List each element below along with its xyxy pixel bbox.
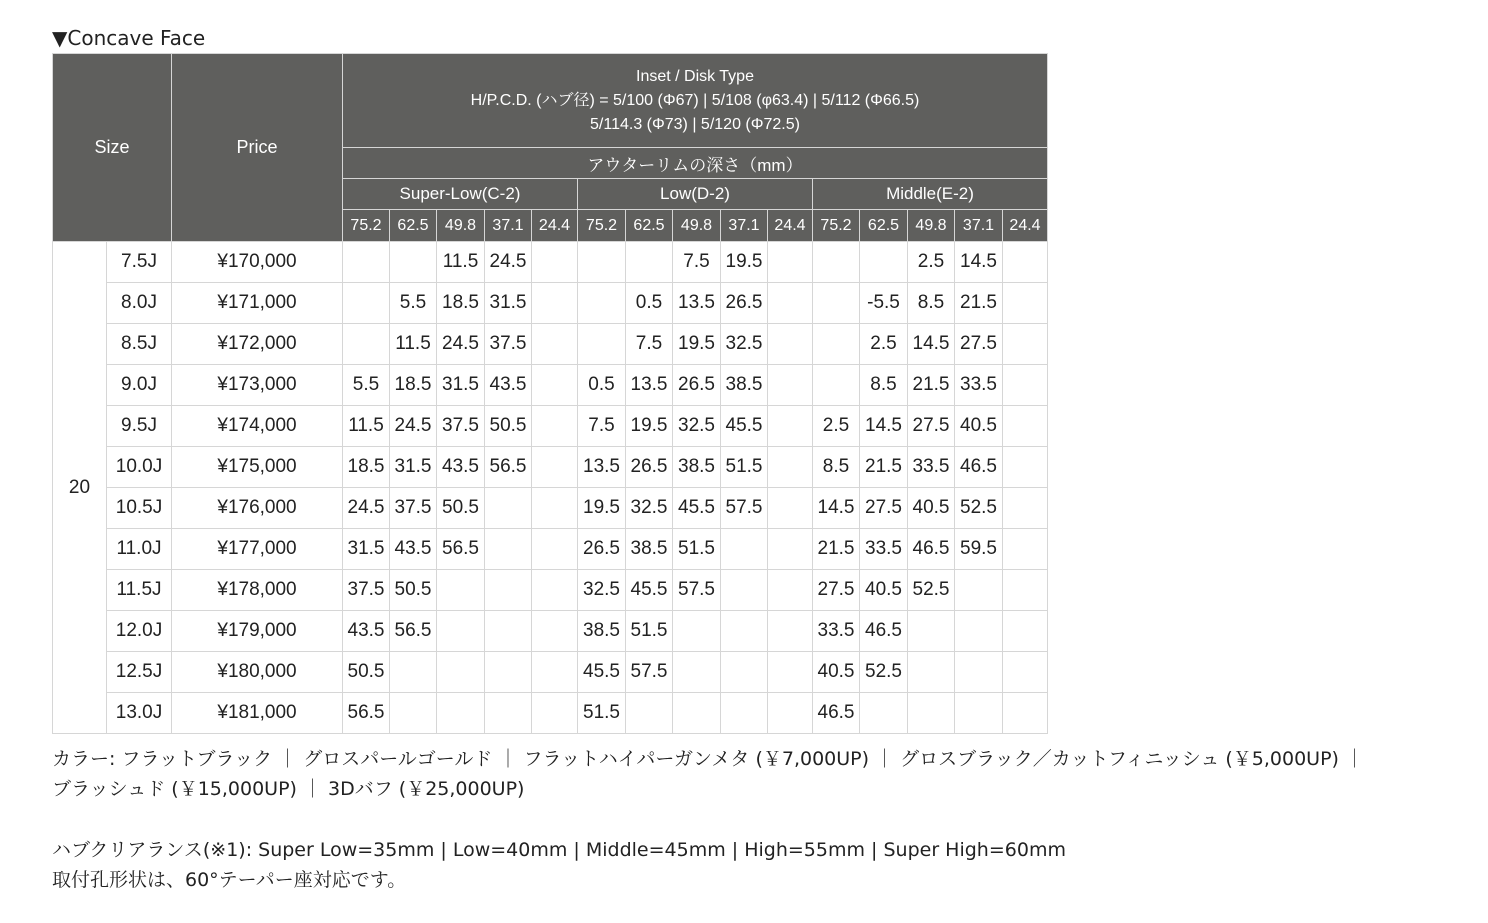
inset-value-cell: 56.5 — [485, 447, 532, 488]
inset-value-cell: 37.5 — [437, 406, 485, 447]
table-row — [53, 406, 1048, 447]
inset-value-cell: 24.5 — [485, 242, 532, 283]
inset-value-cell: 46.5 — [908, 529, 955, 570]
inset-header-line2: H/P.C.D. (ハブ径) = 5/100 (Φ67) | 5/108 (φ63.4) | 5/112 (Φ66.5) — [470, 91, 920, 109]
inset-value-cell: 31.5 — [343, 529, 390, 570]
inset-value-cell: 11.5 — [390, 324, 437, 365]
inset-value-cell: 50.5 — [485, 406, 532, 447]
inset-value-cell: 46.5 — [860, 611, 908, 652]
inset-value-cell — [813, 283, 860, 324]
inset-value-cell — [673, 693, 721, 734]
inset-value-cell — [721, 693, 768, 734]
inset-value-cell — [813, 324, 860, 365]
price-cell: ¥173,000 — [172, 365, 343, 406]
width-cell: 11.5J — [107, 570, 172, 611]
inset-value-cell — [768, 693, 813, 734]
price-cell: ¥172,000 — [172, 324, 343, 365]
notes — [52, 744, 1472, 895]
inset-value-cell — [955, 611, 1003, 652]
price-cell: ¥174,000 — [172, 406, 343, 447]
table-row — [53, 324, 1048, 365]
inset-value-cell: 5.5 — [343, 365, 390, 406]
inset-value-cell: 19.5 — [578, 488, 626, 529]
inset-value-cell — [1003, 488, 1048, 529]
inset-value-cell: 2.5 — [813, 406, 860, 447]
inset-value-cell: 21.5 — [860, 447, 908, 488]
inset-value-cell: 50.5 — [390, 570, 437, 611]
inset-value-cell: 43.5 — [437, 447, 485, 488]
color-options-line1: カラー: フラットブラック ｜ グロスパールゴールド ｜ フラットハイパーガンメタ (￥7,000UP) ｜ グロスブラック／カットフィニッシュ (￥5,000UP) ｜ — [52, 748, 1364, 770]
spec-table — [52, 53, 1048, 734]
inset-value-cell — [390, 242, 437, 283]
inset-value-cell: 8.5 — [813, 447, 860, 488]
inset-value-cell: 32.5 — [578, 570, 626, 611]
inset-value-cell — [860, 242, 908, 283]
inset-value-cell: 52.5 — [955, 488, 1003, 529]
inset-value-cell: 26.5 — [578, 529, 626, 570]
inset-value-cell: 57.5 — [673, 570, 721, 611]
inset-value-cell — [437, 570, 485, 611]
inset-value-cell: 0.5 — [578, 365, 626, 406]
inset-value-cell — [768, 488, 813, 529]
inset-value-cell: 21.5 — [813, 529, 860, 570]
table-row — [53, 652, 1048, 693]
inset-value-cell: 43.5 — [485, 365, 532, 406]
rim-depth-value: 75.2 — [813, 210, 860, 242]
inset-value-cell — [485, 693, 532, 734]
price-cell: ¥170,000 — [172, 242, 343, 283]
inset-value-cell — [485, 652, 532, 693]
inset-value-cell — [813, 365, 860, 406]
inset-value-cell: 7.5 — [578, 406, 626, 447]
seat-shape-note: 取付孔形状は、60°テーパー座対応です。 — [52, 869, 407, 891]
width-cell: 11.0J — [107, 529, 172, 570]
inset-value-cell: 27.5 — [908, 406, 955, 447]
inset-value-cell: 40.5 — [860, 570, 908, 611]
inset-value-cell: 45.5 — [721, 406, 768, 447]
width-cell: 10.0J — [107, 447, 172, 488]
inset-value-cell — [768, 406, 813, 447]
inset-value-cell: 13.5 — [673, 283, 721, 324]
price-cell: ¥177,000 — [172, 529, 343, 570]
inset-value-cell: 43.5 — [390, 529, 437, 570]
inset-value-cell: 56.5 — [343, 693, 390, 734]
inset-value-cell — [673, 611, 721, 652]
inset-value-cell: 18.5 — [390, 365, 437, 406]
inset-value-cell: 50.5 — [437, 488, 485, 529]
inset-value-cell — [532, 365, 578, 406]
inset-value-cell: 21.5 — [955, 283, 1003, 324]
table-row — [53, 570, 1048, 611]
inset-value-cell: 56.5 — [390, 611, 437, 652]
inset-value-cell — [1003, 365, 1048, 406]
width-cell: 8.0J — [107, 283, 172, 324]
price-cell: ¥179,000 — [172, 611, 343, 652]
inset-header — [343, 54, 1048, 148]
inset-value-cell — [721, 611, 768, 652]
inset-value-cell — [721, 652, 768, 693]
rim-depth-value: 24.4 — [768, 210, 813, 242]
inset-value-cell: 45.5 — [673, 488, 721, 529]
inset-value-cell — [532, 529, 578, 570]
inset-value-cell — [768, 529, 813, 570]
disk-type-middle: Middle(E-2) — [813, 179, 1048, 210]
inset-value-cell: 50.5 — [343, 652, 390, 693]
inset-value-cell — [532, 283, 578, 324]
rim-depth-value: 49.8 — [673, 210, 721, 242]
inset-value-cell: 56.5 — [437, 529, 485, 570]
inset-value-cell — [485, 529, 532, 570]
inset-value-cell: 51.5 — [578, 693, 626, 734]
inset-value-cell — [532, 570, 578, 611]
inset-value-cell — [1003, 324, 1048, 365]
inset-value-cell — [485, 570, 532, 611]
rim-depth-value: 37.1 — [955, 210, 1003, 242]
inset-value-cell — [1003, 652, 1048, 693]
inset-value-cell: 13.5 — [626, 365, 673, 406]
inset-value-cell: 26.5 — [721, 283, 768, 324]
inset-value-cell — [532, 324, 578, 365]
inset-value-cell — [908, 693, 955, 734]
inset-value-cell: 33.5 — [860, 529, 908, 570]
inset-value-cell: 14.5 — [813, 488, 860, 529]
rim-depth-value: 49.8 — [437, 210, 485, 242]
inset-value-cell: 0.5 — [626, 283, 673, 324]
rim-depth-value: 49.8 — [908, 210, 955, 242]
inset-value-cell: 14.5 — [908, 324, 955, 365]
rim-depth-value: 24.4 — [532, 210, 578, 242]
inset-value-cell — [532, 406, 578, 447]
inset-value-cell — [343, 283, 390, 324]
inset-value-cell: 24.5 — [390, 406, 437, 447]
inset-value-cell: 18.5 — [343, 447, 390, 488]
inset-value-cell: 24.5 — [437, 324, 485, 365]
inset-value-cell: 14.5 — [955, 242, 1003, 283]
inset-value-cell — [955, 693, 1003, 734]
table-row — [53, 488, 1048, 529]
inset-value-cell — [673, 652, 721, 693]
inset-value-cell: 11.5 — [437, 242, 485, 283]
inset-value-cell: 32.5 — [721, 324, 768, 365]
inset-value-cell: 2.5 — [908, 242, 955, 283]
inset-value-cell — [390, 652, 437, 693]
inset-value-cell — [1003, 693, 1048, 734]
disk-type-low: Low(D-2) — [578, 179, 813, 210]
inset-value-cell — [626, 693, 673, 734]
disk-type-super-low: Super-Low(C-2) — [343, 179, 578, 210]
rim-depth-value: 24.4 — [1003, 210, 1048, 242]
inset-value-cell: 37.5 — [343, 570, 390, 611]
rim-depth-value: 62.5 — [626, 210, 673, 242]
rim-depth-value: 37.1 — [721, 210, 768, 242]
rim-depth-header: アウターリムの深さ（mm） — [343, 148, 1048, 179]
price-cell: ¥181,000 — [172, 693, 343, 734]
inset-value-cell: 51.5 — [721, 447, 768, 488]
inset-value-cell — [485, 488, 532, 529]
inset-value-cell: 40.5 — [813, 652, 860, 693]
inset-value-cell — [1003, 283, 1048, 324]
inset-value-cell — [343, 242, 390, 283]
inset-value-cell: 2.5 — [860, 324, 908, 365]
inset-value-cell — [1003, 242, 1048, 283]
inset-value-cell: 5.5 — [390, 283, 437, 324]
inset-value-cell — [626, 242, 673, 283]
inset-value-cell: 38.5 — [673, 447, 721, 488]
inset-value-cell — [485, 611, 532, 652]
table-header — [53, 54, 1048, 242]
inset-value-cell: 8.5 — [860, 365, 908, 406]
inset-value-cell: 19.5 — [626, 406, 673, 447]
inset-value-cell: 14.5 — [860, 406, 908, 447]
inset-value-cell: 46.5 — [813, 693, 860, 734]
inset-value-cell — [437, 611, 485, 652]
inset-value-cell: 52.5 — [860, 652, 908, 693]
inset-value-cell: 38.5 — [626, 529, 673, 570]
inset-value-cell: 57.5 — [626, 652, 673, 693]
inset-value-cell: 52.5 — [908, 570, 955, 611]
table-row — [53, 529, 1048, 570]
inset-value-cell — [1003, 611, 1048, 652]
inset-value-cell: -5.5 — [860, 283, 908, 324]
table-row — [53, 365, 1048, 406]
inset-value-cell — [578, 283, 626, 324]
price-cell: ¥171,000 — [172, 283, 343, 324]
table-row — [53, 447, 1048, 488]
rim-depth-value: 75.2 — [343, 210, 390, 242]
width-cell: 10.5J — [107, 488, 172, 529]
price-cell: ¥176,000 — [172, 488, 343, 529]
inset-value-cell: 40.5 — [955, 406, 1003, 447]
inset-value-cell: 40.5 — [908, 488, 955, 529]
inset-value-cell: 45.5 — [626, 570, 673, 611]
price-cell: ¥180,000 — [172, 652, 343, 693]
width-cell: 9.5J — [107, 406, 172, 447]
inset-value-cell — [437, 693, 485, 734]
price-header: Price — [172, 54, 343, 242]
inset-value-cell — [532, 447, 578, 488]
inset-value-cell: 51.5 — [673, 529, 721, 570]
price-cell: ¥175,000 — [172, 447, 343, 488]
inset-value-cell: 27.5 — [860, 488, 908, 529]
inset-value-cell — [768, 324, 813, 365]
inset-value-cell — [955, 652, 1003, 693]
inset-value-cell — [860, 693, 908, 734]
inset-value-cell: 19.5 — [673, 324, 721, 365]
inset-value-cell: 19.5 — [721, 242, 768, 283]
inset-value-cell — [721, 529, 768, 570]
width-cell: 9.0J — [107, 365, 172, 406]
inset-value-cell: 51.5 — [626, 611, 673, 652]
inset-value-cell — [532, 242, 578, 283]
inset-value-cell — [768, 652, 813, 693]
inset-value-cell: 7.5 — [673, 242, 721, 283]
inset-value-cell — [955, 570, 1003, 611]
inset-value-cell — [1003, 529, 1048, 570]
inset-value-cell: 8.5 — [908, 283, 955, 324]
inset-value-cell: 33.5 — [955, 365, 1003, 406]
inset-value-cell: 59.5 — [955, 529, 1003, 570]
inset-value-cell: 26.5 — [673, 365, 721, 406]
rim-depth-value: 62.5 — [390, 210, 437, 242]
inset-value-cell — [768, 447, 813, 488]
inset-value-cell: 43.5 — [343, 611, 390, 652]
inset-value-cell: 33.5 — [908, 447, 955, 488]
inset-value-cell: 32.5 — [626, 488, 673, 529]
inset-value-cell — [578, 324, 626, 365]
inset-value-cell: 38.5 — [578, 611, 626, 652]
inset-value-cell — [532, 652, 578, 693]
inset-value-cell — [768, 570, 813, 611]
inset-value-cell — [1003, 447, 1048, 488]
width-cell: 8.5J — [107, 324, 172, 365]
inset-value-cell — [532, 611, 578, 652]
section-title: ▼Concave Face — [52, 26, 206, 50]
inset-value-cell — [1003, 406, 1048, 447]
inset-value-cell — [768, 611, 813, 652]
width-cell: 7.5J — [107, 242, 172, 283]
inset-value-cell: 13.5 — [578, 447, 626, 488]
inset-value-cell: 45.5 — [578, 652, 626, 693]
inset-value-cell: 7.5 — [626, 324, 673, 365]
inset-value-cell: 33.5 — [813, 611, 860, 652]
rim-depth-value: 37.1 — [485, 210, 532, 242]
inset-value-cell: 31.5 — [390, 447, 437, 488]
inset-value-cell: 31.5 — [485, 283, 532, 324]
inset-value-cell — [768, 242, 813, 283]
inset-value-cell — [721, 570, 768, 611]
price-cell: ¥178,000 — [172, 570, 343, 611]
inset-value-cell — [532, 488, 578, 529]
inset-value-cell: 11.5 — [343, 406, 390, 447]
inset-value-cell — [813, 242, 860, 283]
width-cell: 12.0J — [107, 611, 172, 652]
rim-depth-value: 62.5 — [860, 210, 908, 242]
inset-value-cell: 37.5 — [390, 488, 437, 529]
table-row — [53, 693, 1048, 734]
hub-clearance-note: ハブクリアランス(※1): Super Low=35mm | Low=40mm | Middle=45mm | High=55mm | Super High=60mm — [52, 839, 1066, 861]
inset-value-cell: 46.5 — [955, 447, 1003, 488]
width-cell: 13.0J — [107, 693, 172, 734]
inset-value-cell — [768, 283, 813, 324]
inset-value-cell — [437, 652, 485, 693]
table-row — [53, 242, 1048, 283]
inset-value-cell — [390, 693, 437, 734]
rim-depth-value: 75.2 — [578, 210, 626, 242]
table-row — [53, 611, 1048, 652]
inset-value-cell: 37.5 — [485, 324, 532, 365]
inset-value-cell — [908, 611, 955, 652]
diameter-cell: 20 — [53, 242, 107, 734]
inset-value-cell: 24.5 — [343, 488, 390, 529]
inset-value-cell: 31.5 — [437, 365, 485, 406]
inset-value-cell — [343, 324, 390, 365]
inset-value-cell: 27.5 — [955, 324, 1003, 365]
inset-value-cell — [768, 365, 813, 406]
inset-value-cell: 27.5 — [813, 570, 860, 611]
inset-value-cell — [1003, 570, 1048, 611]
color-options-line2: ブラッシュド (￥15,000UP) ｜ 3Dバフ (￥25,000UP) — [52, 778, 525, 800]
inset-value-cell: 21.5 — [908, 365, 955, 406]
width-cell: 12.5J — [107, 652, 172, 693]
inset-value-cell — [532, 693, 578, 734]
inset-value-cell — [578, 242, 626, 283]
inset-value-cell: 32.5 — [673, 406, 721, 447]
inset-value-cell: 26.5 — [626, 447, 673, 488]
inset-header-line1: Inset / Disk Type — [636, 67, 754, 85]
table-row — [53, 283, 1048, 324]
inset-value-cell: 18.5 — [437, 283, 485, 324]
inset-header-line3: 5/114.3 (Φ73) | 5/120 (Φ72.5) — [590, 115, 800, 133]
table-body — [53, 242, 1048, 734]
size-header: Size — [53, 54, 172, 242]
inset-value-cell: 38.5 — [721, 365, 768, 406]
inset-value-cell — [908, 652, 955, 693]
inset-value-cell: 57.5 — [721, 488, 768, 529]
